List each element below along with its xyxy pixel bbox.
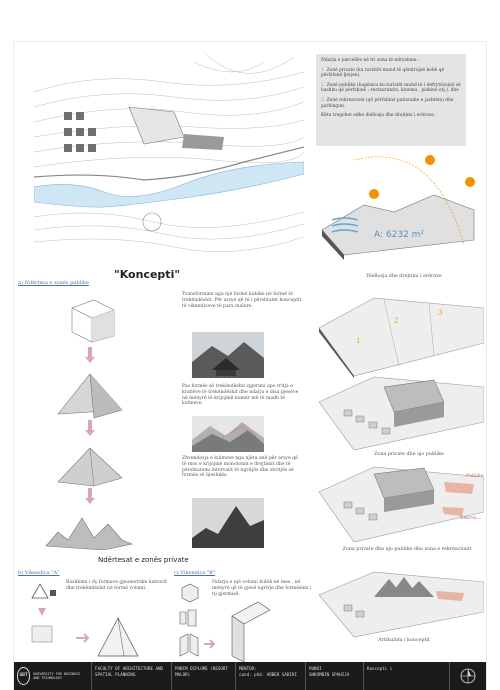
project-name: PUNIM DIPLOME (RESORT MALOR) bbox=[172, 662, 236, 690]
cabin-a-volume bbox=[74, 614, 144, 658]
multi-peak-form bbox=[44, 510, 134, 550]
zones-diagram bbox=[314, 288, 484, 378]
sheet-title: Koncepti i bbox=[364, 662, 450, 690]
student-name: SHKUMBIN SPAHIJA bbox=[309, 672, 350, 677]
triangle-form bbox=[54, 370, 126, 420]
private-public-rec-diagram bbox=[314, 462, 484, 544]
zoning-intro: Ndarja e parcellës në tri zona të ndryshme : bbox=[321, 58, 420, 63]
zone-3-text: Zonë rekreacioni (që përfshinë pationuhe e jashtëm) dhe parkingun. bbox=[321, 97, 454, 109]
poster-sheet bbox=[14, 42, 486, 690]
step-arrow-1 bbox=[88, 347, 92, 357]
sun-position-2 bbox=[425, 155, 435, 165]
cabin-a-text: Bashkimi i dy formave gjeometrike katrorit dhe trekëndëshit në formë volumi. bbox=[66, 580, 167, 591]
zone-1-text: Zonë private (ku turistët mund të qëndrojnë kohë që përfshinë fjetjen). bbox=[321, 67, 445, 79]
cabin-b-label: c) Vikendica "B" bbox=[174, 570, 216, 576]
step-arrow-3 bbox=[88, 488, 92, 498]
cabin-a-shapes bbox=[22, 580, 62, 660]
sun-wind-diagram bbox=[314, 150, 484, 260]
cabin-b-text: Ndarja e një volumi kubik në mes , në mënyrë që të pjesë ngrirje dhe formësimi i tij gjermisë. bbox=[212, 580, 312, 597]
zone-3-number: 3. bbox=[321, 97, 326, 103]
concept-text-3: Zhvendosja e kulmeve nga njëra anë për arsye që të mos e krijojmë monotonin e drejtimit dhe të përshtatemi intervalit të ngritjës dhe zbritjës së formës së bjeshkës. bbox=[182, 456, 298, 479]
title-block bbox=[14, 662, 486, 690]
zone-1-number: 1. bbox=[321, 67, 326, 73]
sun-position-1 bbox=[369, 189, 379, 199]
caption-sun-wind: Diellosja dhe drejtimi i erërave bbox=[366, 274, 442, 279]
concept-text-2: Pas formës së trekëndëshit zgjerimi apo rritja e krahëve të trekëndëshit dhe ndarja e disa pjesëve në mënyrë të krijojmë numër më të madh të kulmeve. bbox=[182, 384, 299, 407]
private-title: Ndërtesat e zonës private bbox=[98, 556, 189, 564]
zoning-description bbox=[316, 54, 466, 146]
mountain-cabin-photo bbox=[192, 332, 264, 378]
zoning-note: Këtu tregohet edhe diellosja dhe drejtimi i erërave. bbox=[321, 113, 436, 119]
university-name: UNIVERSITY FOR BUSINESS AND TECHNOLOGY bbox=[33, 672, 81, 680]
cabin-a-label: b) Vikendica "A" bbox=[18, 570, 60, 576]
cabin-b-shapes bbox=[174, 580, 284, 662]
north-arrow-icon bbox=[459, 667, 477, 685]
articulation-diagram bbox=[314, 567, 484, 639]
caption-private-public-rec: Zona private dhe ajo publike dhe zona e rekreacionit bbox=[342, 547, 472, 552]
private-public-diagram bbox=[314, 372, 484, 452]
zone-2-text: Zonë publike (hapësira ku turistët mund të i defrytëzojnë së bashku që përfshinë : restaurantin, kinema , pishinë etj.), dhe bbox=[321, 82, 461, 94]
mountain-ridge-photo bbox=[192, 498, 264, 548]
caption-articulation: Artikulimi i konceptit bbox=[378, 638, 430, 643]
concept-text-1: Transformimi nga një formë kubike në formë të trekëndëshit. Për arsye që të i përshtatet konceptit të vikendiceve të para malore. bbox=[182, 292, 302, 309]
student-label: PUNOI bbox=[309, 666, 322, 671]
site-area-label: A: 6232 m² bbox=[374, 230, 425, 240]
step-arrow-2 bbox=[88, 420, 92, 430]
zone-label-2: 2 bbox=[394, 317, 399, 325]
sun-position-3 bbox=[465, 177, 475, 187]
zone-label-1: 1 bbox=[356, 337, 361, 345]
ubt-logo: UBT bbox=[17, 667, 30, 685]
zone-2-number: 2. bbox=[321, 82, 326, 88]
caption-private-public: Zona private dhe ajo publike bbox=[374, 452, 444, 457]
site-plan bbox=[34, 52, 304, 252]
concept-title: "Koncepti" bbox=[114, 268, 181, 281]
cube-form bbox=[64, 296, 124, 344]
extended-roof-form bbox=[54, 442, 126, 488]
mentor-name: cand. phd. ARBER SADIKI bbox=[239, 672, 297, 677]
legend-recreation: Rekrea... bbox=[460, 516, 481, 521]
faculty-name: FACULTY OF ARCHITECTURE AND SPATIAL PLANNING bbox=[92, 662, 172, 690]
layered-mountain-photo bbox=[192, 416, 264, 452]
zone-label-3: 3 bbox=[438, 309, 443, 317]
concept-subtitle-public: a) Ndërtesa e zonës publike bbox=[18, 280, 89, 286]
mentor-label: MENTOR: bbox=[239, 666, 257, 671]
legend-public: Publike bbox=[466, 474, 484, 479]
